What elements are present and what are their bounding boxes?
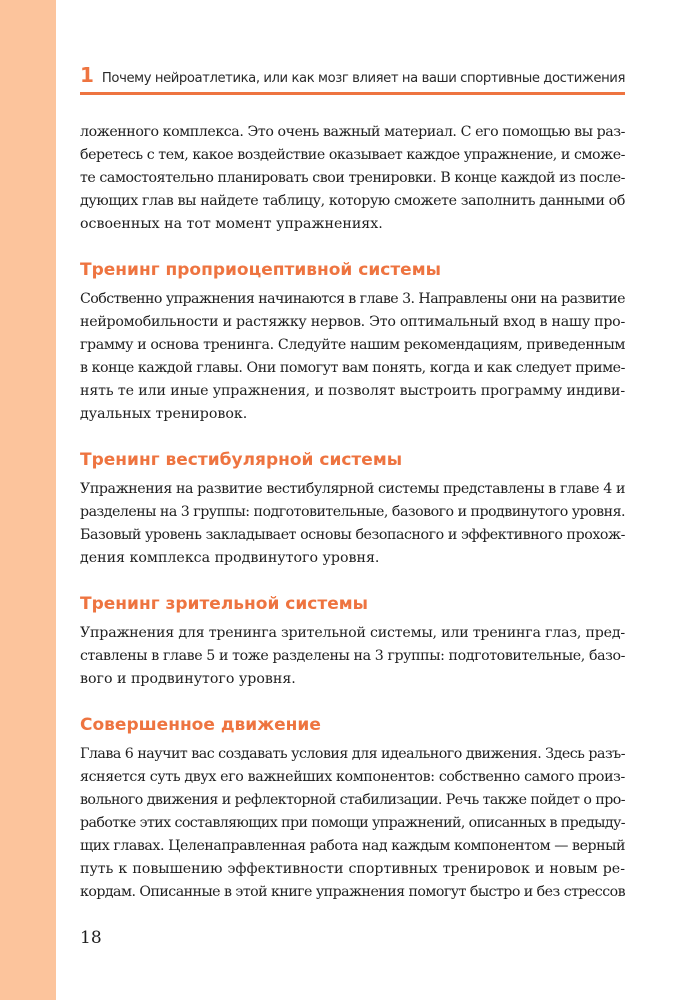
text-line: щих главах. Целенаправленная работа над каждым компонентом — верный <box>80 838 625 854</box>
text-line: освоенных на тот момент упражнениях. <box>80 216 383 232</box>
text-line: те самостоятельно планировать свои тренировки. В конце каждой из после- <box>80 170 626 186</box>
page-content <box>80 121 625 904</box>
text-line: беретесь с тем, какое воздействие оказывает каждое упражнение, и сможе- <box>80 147 625 163</box>
text-line: нейромобильности и растяжку нервов. Это оптимальный вход в нашу про- <box>80 314 625 330</box>
running-header <box>80 62 625 95</box>
text-line: Упражнения для тренинга зрительной системы, или тренинга глаз, пред- <box>80 625 625 641</box>
text-line: нять те или иные упражнения, и позволят выстроить программу индиви- <box>80 383 625 399</box>
text-line: дуальных тренировок. <box>80 406 248 422</box>
text-line: работке этих составляющих при помощи упражнений, описанных в предыду- <box>80 815 625 831</box>
section-visual <box>80 593 625 691</box>
text-line: Глава 6 научит вас создавать условия для идеального движения. Здесь разъ- <box>80 746 625 762</box>
text-line: путь к повышению эффективности спортивных тренировок и новым ре- <box>80 861 625 877</box>
text-line: дения комплекса продвинутого уровня. <box>80 550 380 566</box>
text-line: Собственно упражнения начинаются в главе 3. Направлены они на развитие <box>80 291 626 307</box>
section-heading: Тренинг зрительной системы <box>80 594 369 614</box>
text-line: кордам. Описанные в этой книге упражнения помогут быстро и без стрессов <box>80 884 626 900</box>
text-line: Упражнения на развитие вестибулярной системы представлены в главе 4 и <box>80 481 626 497</box>
section-heading: Тренинг вестибулярной системы <box>80 450 403 470</box>
text-line: ясняется суть двух его важнейших компонентов: собственно самого произ- <box>80 769 625 785</box>
section-vestibular <box>80 449 625 570</box>
text-line: вого и продвинутого уровня. <box>80 671 296 687</box>
intro-paragraph <box>80 121 625 236</box>
chapter-number: 1 <box>80 63 94 87</box>
section-heading: Тренинг проприоцептивной системы <box>80 260 441 280</box>
text-line: в конце каждой главы. Они помогут вам понять, когда и как следует приме- <box>80 360 625 376</box>
section-proprioceptive <box>80 259 625 426</box>
running-title: Почему нейроатлетика, или как мозг влияет на ваши спортивные достижения <box>101 71 625 86</box>
text-line: вольного движения и рефлекторной стабилизации. Речь также пойдет о про- <box>80 792 625 808</box>
page-number: 18 <box>80 928 102 948</box>
section-perfect-movement <box>80 714 625 904</box>
text-line: дующих глав вы найдете таблицу, которую сможете заполнить данными об <box>80 193 626 209</box>
text-line: ставлены в главе 5 и тоже разделены на 3 группы: подготовительные, базо- <box>80 648 625 664</box>
text-line: ложенного комплекса. Это очень важный материал. С его помощью вы раз- <box>80 124 626 140</box>
text-line: Базовый уровень закладывает основы безопасного и эффективного прохож- <box>80 527 626 543</box>
text-line: разделены на 3 группы: подготовительные, базового и продвинутого уровня. <box>80 504 626 520</box>
page-side-band <box>0 0 56 1000</box>
text-line: грамму и основа тренинга. Следуйте нашим рекомендациям, приведенным <box>80 337 626 353</box>
section-heading: Совершенное движение <box>80 715 321 735</box>
